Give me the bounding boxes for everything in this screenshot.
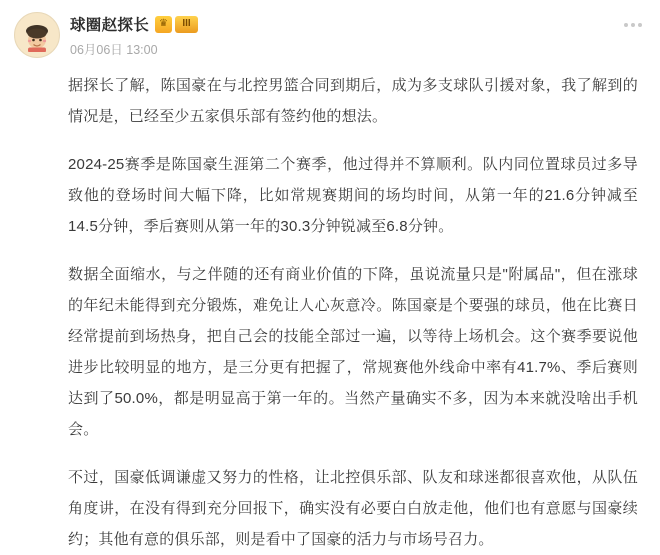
avatar[interactable] xyxy=(14,12,60,58)
post-paragraph: 据探长了解，陈国豪在与北控男篮合同到期后，成为多支球队引援对象，我了解到的情况是，已经至少五家俱乐部有签约他的想法。 xyxy=(68,77,638,125)
post-header xyxy=(14,12,642,64)
post-paragraph: 数据全面缩水，与之伴随的还有商业价值的下降，虽说流量只是"附属品"，但在涨球的年纪未能得到充分锻炼，难免让人心灰意冷。陈国豪是个要强的球员，他在比赛日经常提前到场热身，把自己会的技能全部过一遍，以等待上场机会。这个赛季要说他进步比较明显的地方，是三分更有把握了，常规赛他外线命中率有41.7%、季后赛则达到了50.0%，都是明显高于第一年的。当然产量确实不多，因为本来就没啥出手机会。 xyxy=(68,266,638,438)
crown-badge-icon[interactable]: ♛ xyxy=(155,16,172,33)
level-badge[interactable]: III xyxy=(175,16,198,33)
author-name[interactable]: 球圈赵探长 xyxy=(70,17,150,34)
more-dots-icon[interactable] xyxy=(624,18,642,32)
post-timestamp: 06月06日 13:00 xyxy=(70,43,158,57)
post-paragraph: 2024-25赛季是陈国豪生涯第二个赛季，他过得并不算顺利。队内同位置球员过多导致他的登场时间大幅下降，比如常规赛期间的场均时间，从第一年的21.6分钟减至14.5分钟，季后赛则从第一年的30.3分钟锐减至6.8分钟。 xyxy=(68,156,638,235)
more-dot xyxy=(631,23,635,27)
more-dot xyxy=(624,23,628,27)
post-paragraph: 不过，国豪低调谦虚又努力的性格，让北控俱乐部、队友和球迷都很喜欢他，从队伍角度讲，在没有得到充分回报下，确实没有必要白白放走他，他们也有意愿与国豪续约；其他有意的俱乐部，则是看中了国豪的活力与市场号召力。 xyxy=(68,469,638,548)
author-name-row xyxy=(70,12,642,36)
author-info xyxy=(60,12,642,58)
cartoon-avatar-icon xyxy=(22,22,52,52)
more-dot xyxy=(638,23,642,27)
post-body xyxy=(14,64,642,555)
